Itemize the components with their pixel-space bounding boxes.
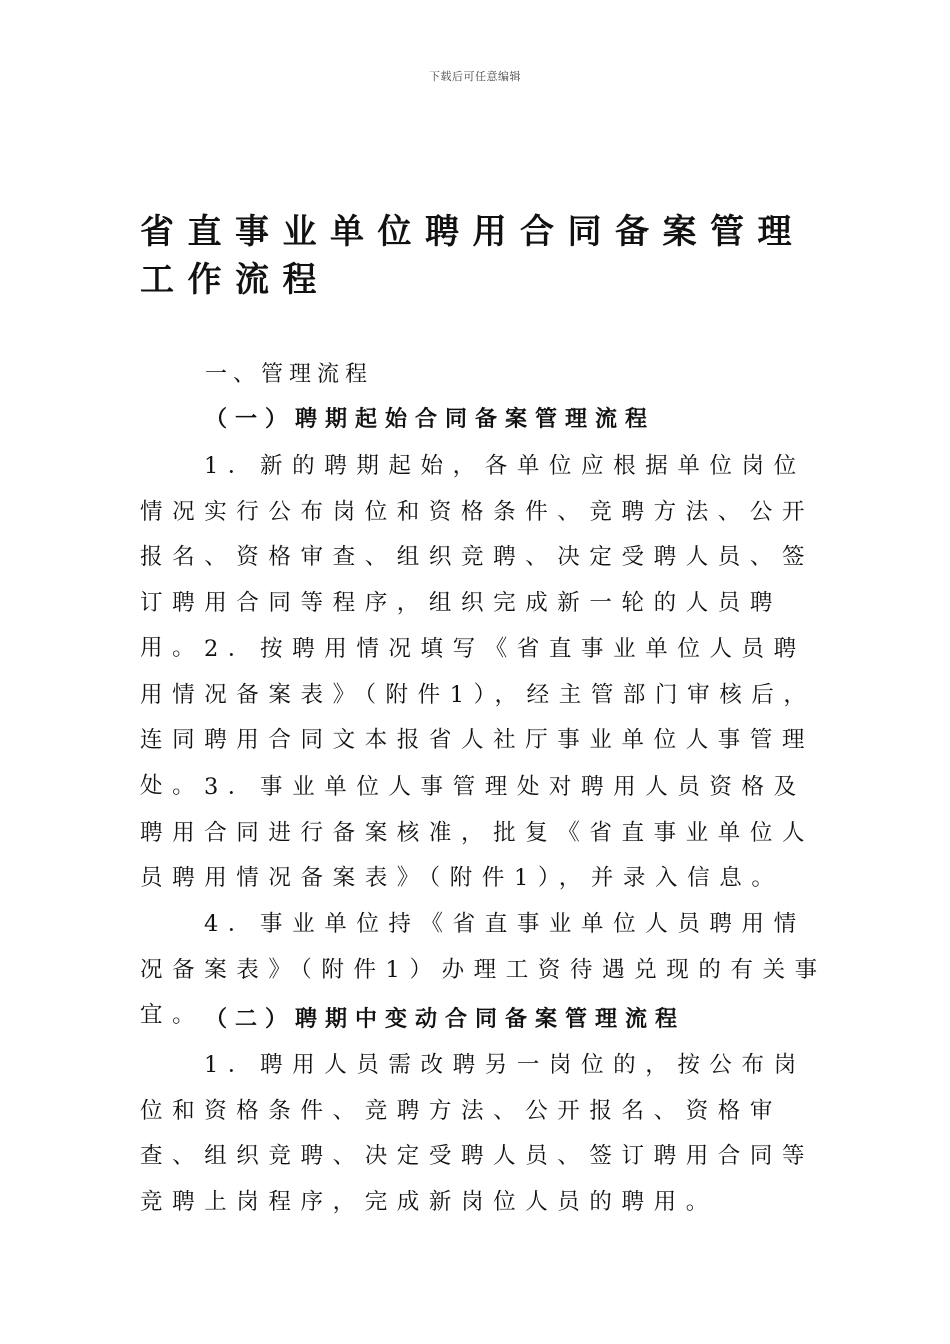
document-title: 省直事业单位聘用合同备案管理工作流程	[140, 212, 805, 300]
paragraph-1-1: 1．新的聘期起始，各单位应根据单位岗位情况实行公布岗位和资格条件、竞聘方法、公开报名、资格审查、组织竞聘、决定受聘人员、签订聘用合同等程序，组织完成新一轮的人员聘用。	[140, 453, 815, 661]
paragraph-2-1: 1．聘用人员需改聘另一岗位的，按公布岗位和资格条件、竞聘方法、公开报名、资格审查、组织竞聘、决定受聘人员、签订聘用合同等竞聘上岗程序，完成新岗位人员的聘用。	[140, 1052, 815, 1215]
paragraph-1-2: 2．按聘用情况填写《省直事业单位人员聘用情况备案表》（附件1），经主管部门审核后，连同聘用合同文本报省人社厅事业单位人事管理处。	[140, 636, 816, 799]
page-header: 下载后可任意编辑	[429, 70, 521, 83]
subsection-heading-change-contract: （二）聘期中变动合同备案管理流程	[205, 1007, 686, 1032]
paragraph-1-3: 3．事业单位人事管理处对聘用人员资格及聘用合同进行备案核准，批复《省直事业单位人员聘用情况备案表》（附件1），并录入信息。	[140, 774, 815, 891]
subsection-heading-initial-contract: （一）聘期起始合同备案管理流程	[205, 407, 656, 432]
paragraph-1-4: 4．事业单位持《省直事业单位人员聘用情况备案表》（附件1）办理工资待遇兑现的有关事宜。	[140, 911, 827, 1028]
section-heading-management-process: 一、管理流程	[205, 362, 374, 387]
